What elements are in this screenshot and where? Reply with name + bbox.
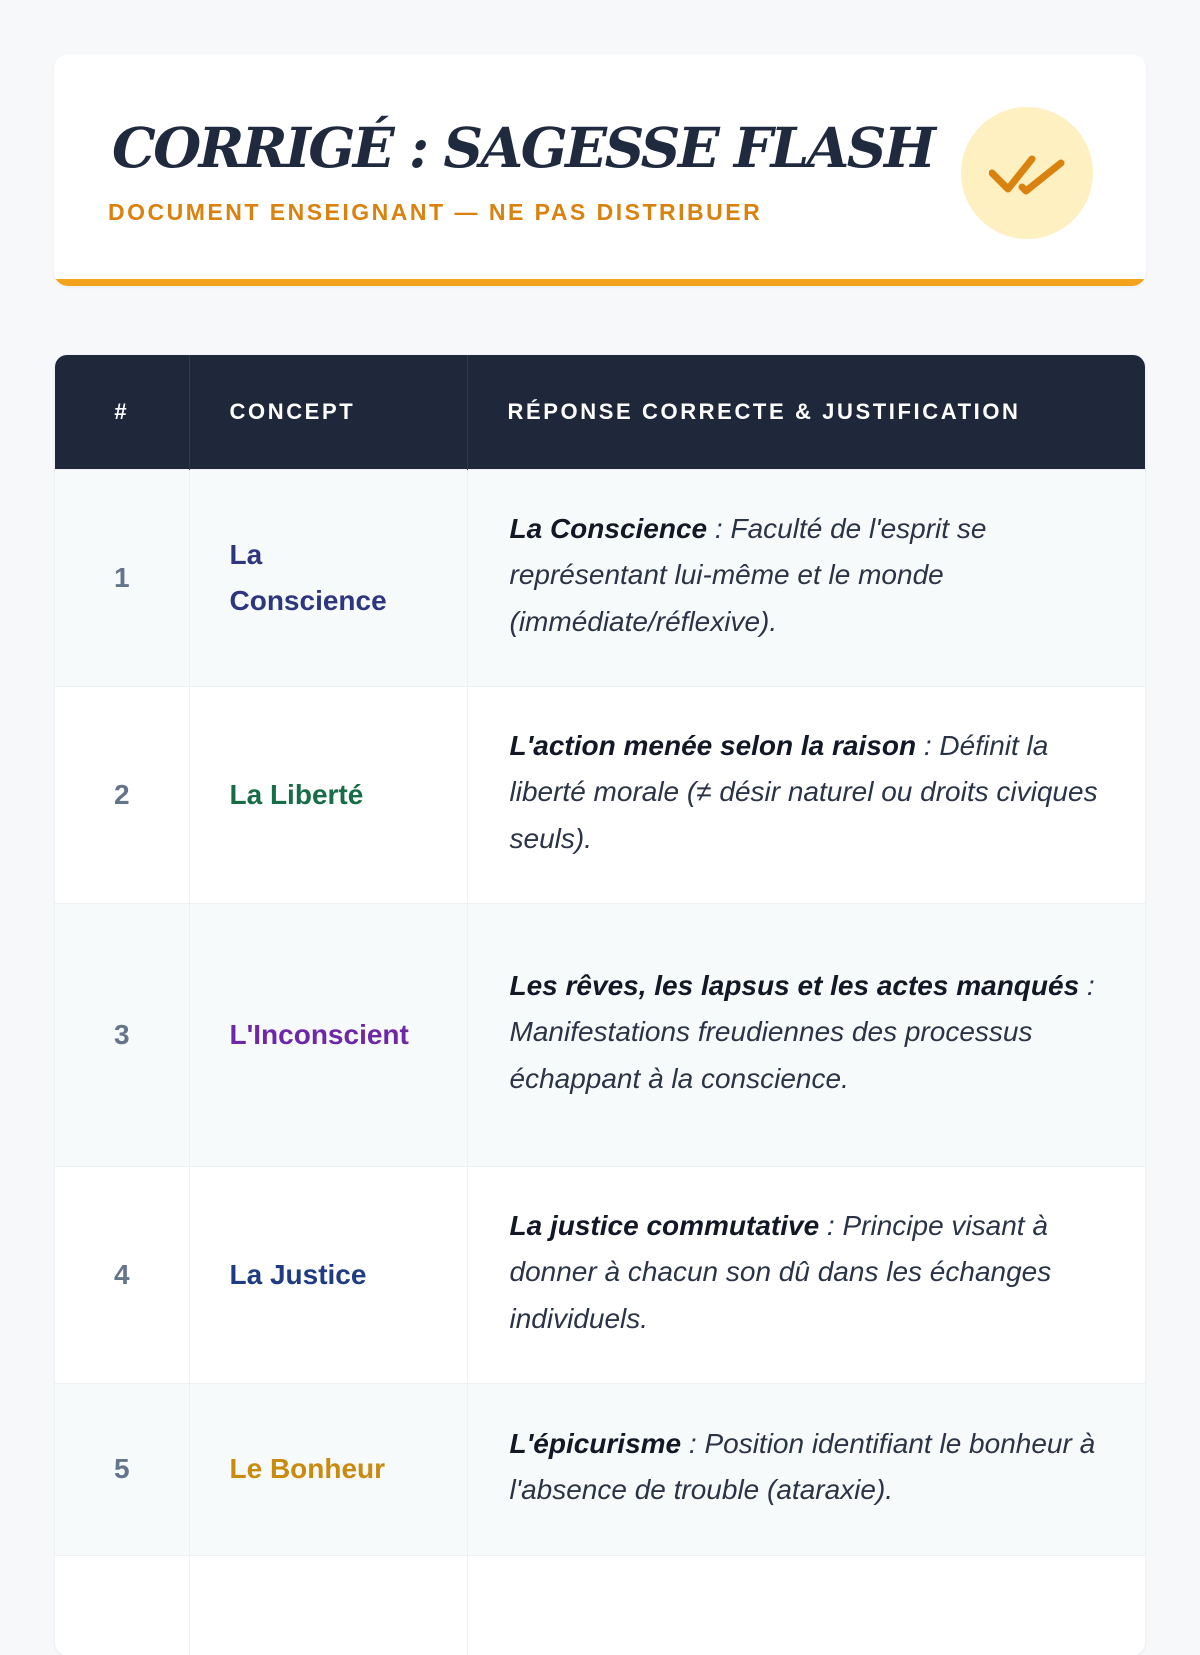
column-header-concept: CONCEPT: [189, 355, 467, 469]
table-row: [55, 1555, 1145, 1655]
answer-justification: : Position identifiant le bonheur à l'absence de trouble (ataraxie).: [509, 1427, 1096, 1505]
header-accent-bar: [54, 279, 1146, 286]
check-badge: [961, 107, 1093, 239]
concept-name: L'Inconscient: [189, 903, 467, 1166]
concept-name: La Liberté: [189, 686, 467, 903]
answer-term: Les rêves, les lapsus et les actes manqués: [509, 969, 1080, 1001]
page-subtitle: DOCUMENT ENSEIGNANT — NE PAS DISTRIBUER: [108, 199, 763, 225]
header-card: [54, 54, 1146, 286]
concept-name: [189, 1555, 467, 1655]
answer-justification: : Principe visant à donner à chacun son dû dans les échanges individuels.: [509, 1209, 1052, 1334]
row-number: [55, 1555, 189, 1655]
table-row: [55, 1166, 1145, 1383]
row-number: 1: [55, 469, 189, 686]
answer-table: [55, 355, 1145, 1655]
concept-name: La Justice: [189, 1166, 467, 1383]
answer-justification: : Manifestations freudiennes des processus échappant à la conscience.: [509, 969, 1095, 1094]
answer-justification: : Définit la liberté morale (≠ désir naturel ou droits civiques seuls).: [509, 729, 1098, 854]
answer-term: La Conscience: [509, 512, 708, 544]
answer-cell: [467, 469, 1145, 686]
table-row: [55, 903, 1145, 1166]
column-header-answer: RÉPONSE CORRECTE & JUSTIFICATION: [467, 355, 1145, 469]
answer-table-card: [55, 355, 1145, 1655]
row-number: 2: [55, 686, 189, 903]
concept-name: La Conscience: [189, 469, 467, 686]
row-number: 3: [55, 903, 189, 1166]
concept-name: Le Bonheur: [189, 1383, 467, 1555]
answer-justification: : Faculté de l'esprit se représentant lui-même et le monde (immédiate/réflexive).: [509, 512, 987, 637]
table-header-row: [55, 355, 1145, 469]
page-title: CORRIGÉ : SAGESSE FLASH: [112, 115, 934, 180]
answer-term: La justice commutative: [509, 1209, 820, 1241]
answer-cell: [467, 1555, 1145, 1655]
table-row: [55, 1383, 1145, 1555]
answer-term: L'action menée selon la raison: [509, 729, 917, 761]
row-number: 4: [55, 1166, 189, 1383]
answer-term: L'épicurisme: [509, 1427, 682, 1459]
answer-cell: [467, 686, 1145, 903]
answer-cell: [467, 903, 1145, 1166]
table-row: [55, 469, 1145, 686]
answer-cell: [467, 1383, 1145, 1555]
column-header-num: #: [55, 355, 189, 469]
double-check-icon: [989, 147, 1065, 199]
table-row: [55, 686, 1145, 903]
row-number: 5: [55, 1383, 189, 1555]
answer-cell: [467, 1166, 1145, 1383]
